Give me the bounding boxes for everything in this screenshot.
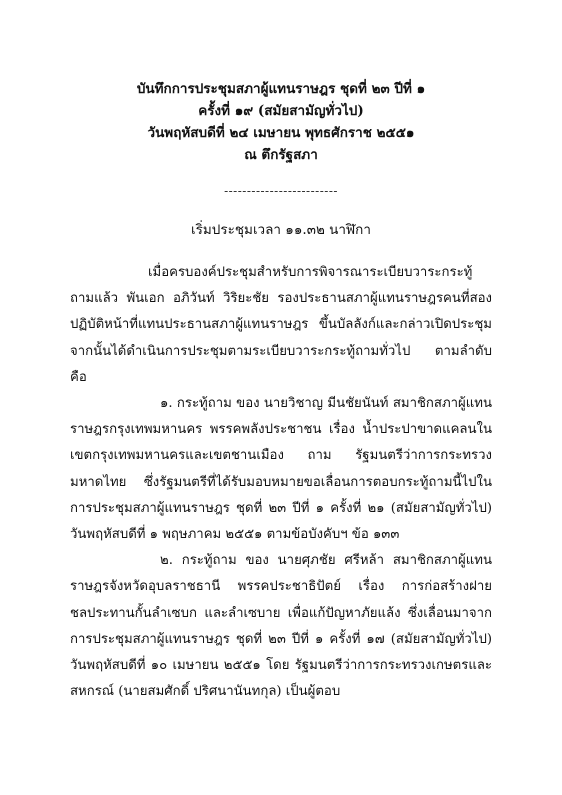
document-header (60, 78, 502, 166)
agenda-item-2: ๒. กระทู้ถาม ของ นายศุภชัย ศรีหล้า สมาชิกสภาผู้แทนราษฎรจังหวัดอุบลราชธานี พรรคประชาธิปัตย์ เรื่อง การก่อสร้างฝายชลประทานกั้นลำเซบก และลำเซบาย เพื่อแก้ปัญหาภัยแล้ง ซึ่งเลื่อนมาจากการประชุมสภาผู้แทนราษฎร ชุดที่ ๒๓ ปีที่ ๑ ครั้งที่ ๑๗ (สมัยสามัญทั่วไป) วันพฤหัสบดีที่ ๑๐ เมษายน ๒๕๕๑ โดย รัฐมนตรีว่าการกระทรวงเกษตรและสหกรณ์ (นายสมศักดิ์ ปริศนานันทกุล) เป็นผู้ตอบ (70, 553, 492, 700)
document-body (70, 260, 492, 705)
header-location: ณ ตึกรัฐสภา (244, 147, 318, 163)
section-divider: ------------------------- (224, 184, 338, 198)
header-meeting-number: ครั้งที่ ๑๙ (สมัยสามัญทั่วไป) (198, 103, 364, 119)
meeting-start-time: เริ่มประชุมเวลา ๑๑.๓๒ นาฬิกา (191, 222, 371, 238)
intro-paragraph: เมื่อครบองค์ประชุมสำหรับการพิจารณาระเบียบวาระกระทู้ถามแล้ว พันเอก อภิวันท์ วิริยะชัย รองประธานสภาผู้แทนราษฎรคนที่สอง ปฏิบัติหน้าที่แทนประธานสภาผู้แทนราษฎร ขึ้นบัลลังก์และกล่าวเปิดประชุม จากนั้นได้ดำเนินการประชุมตามระเบียบวาระกระทู้ถามทั่วไป ตามลำดับ คือ (70, 265, 492, 385)
header-session-line: บันทึกการประชุมสภาผู้แทนราษฎร ชุดที่ ๒๓ ปีที่ ๑ (136, 81, 426, 97)
agenda-item-1: ๑. กระทู้ถาม ของ นายวิชาญ มีนชัยนันท์ สมาชิกสภาผู้แทนราษฎรกรุงเทพมหานคร พรรคพลังประชาชน เรื่อง น้ำประปาขาดแคลนในเขตกรุงเทพมหานครและเขตชานเมือง ถาม รัฐมนตรีว่าการกระทรวงมหาดไทย ซึ่งรัฐมนตรีที่ได้รับมอบหมายขอเลื่อนการตอบกระทู้ถามนี้ไปในการประชุมสภาผู้แทนราษฎร ชุดที่ ๒๓ ปีที่ ๑ ครั้งที่ ๒๑ (สมัยสามัญทั่วไป) วันพฤหัสบดีที่ ๑ พฤษภาคม ๒๕๕๑ ตามข้อบังคับฯ ข้อ ๑๓๓ (70, 396, 492, 543)
header-date: วันพฤหัสบดีที่ ๒๔ เมษายน พุทธศักราช ๒๕๕๑ (147, 125, 415, 141)
